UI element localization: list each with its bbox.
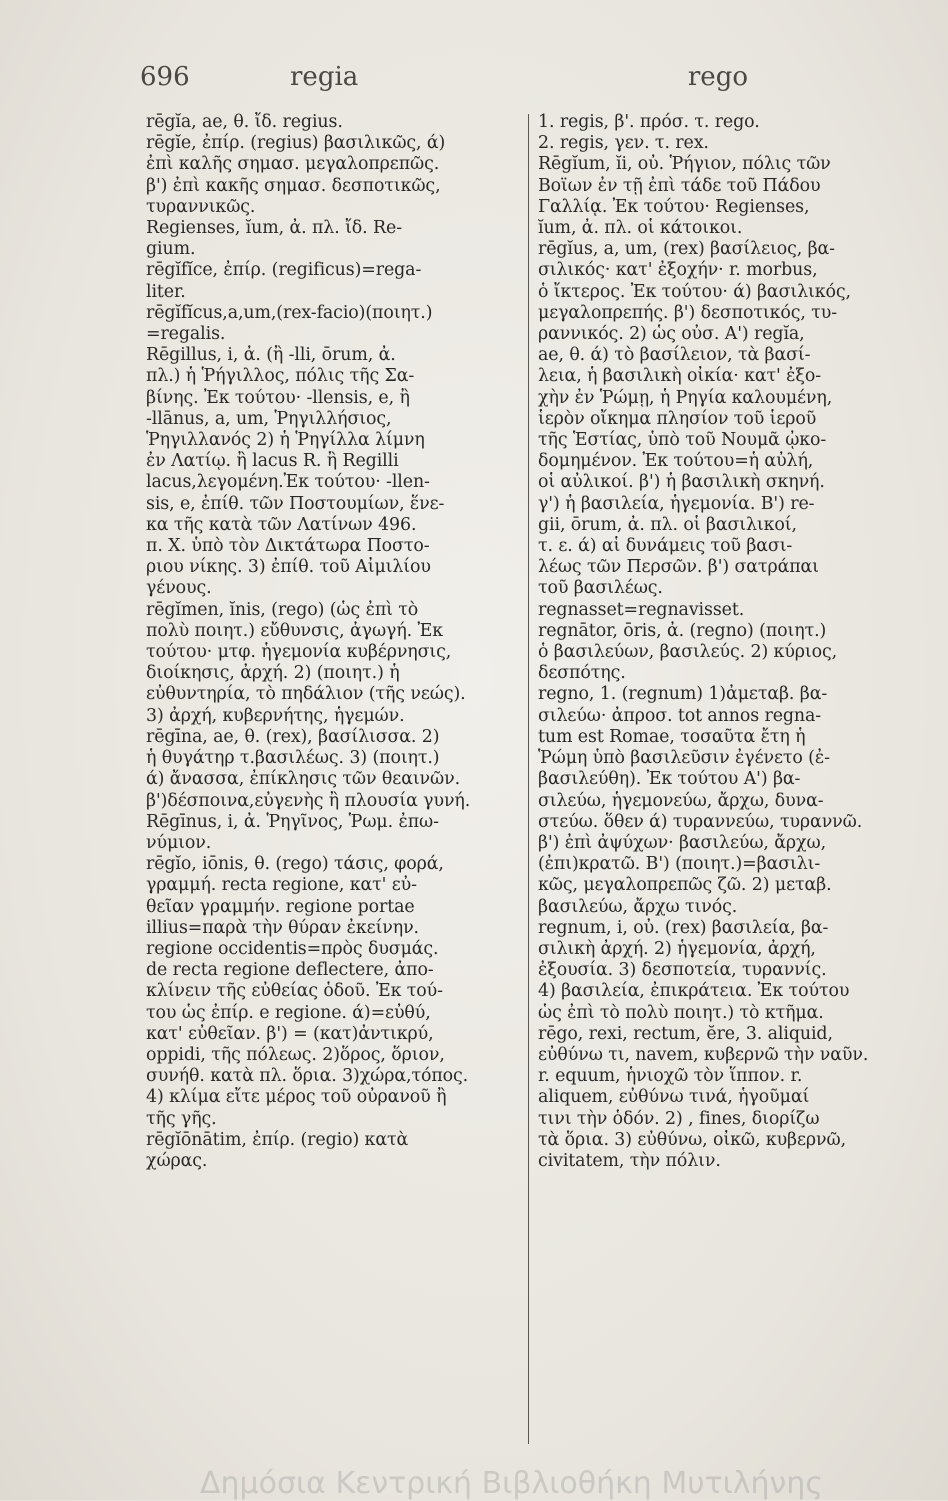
left-column-line: του ὡς ἐπίρ. e regione. ά)=εὐθύ,: [146, 1002, 431, 1023]
left-column-line: Rēgillus, i, ἀ. (ἢ -lli, ōrum, ἀ.: [146, 345, 396, 366]
left-column-line: τῆς γῆς.: [146, 1108, 217, 1129]
left-column-line: βίνης. Ἐκ τούτου· -llensis, e, ἢ: [146, 387, 410, 408]
right-column-line: οἱ αὐλικοί. β') ἡ βασιλικὴ σκηνή.: [538, 472, 825, 493]
right-column-line: δομημένον. Ἐκ τούτου=ἡ αὐλή,: [538, 451, 814, 472]
left-column-line: gium.: [146, 239, 196, 260]
right-column-line: Rēgĭum, ĭi, οὐ. Ῥήγιον, πόλις τῶν: [538, 154, 831, 175]
left-column-line: κατ' εὐθεῖαν. β') = (κατ)ἀντικρύ,: [146, 1023, 434, 1044]
right-column-line: λέως τῶν Περσῶν. β') σατράπαι: [538, 557, 819, 578]
right-column-line: r. equum, ἡνιοχῶ τὸν ἵππον. r.: [538, 1066, 803, 1087]
right-column-line: β') ἐπὶ ἀψύχων· βασιλεύω, ἄρχω,: [538, 832, 826, 853]
right-column-line: τ. ε. ά) αἱ δυνάμεις τοῦ βασι-: [538, 536, 793, 557]
left-column-line: rēgĭa, ae, θ. ἴδ. regius.: [146, 112, 343, 132]
right-column-line: βασιλεύω, ἄρχω τινός.: [538, 896, 738, 917]
left-column-line: rēgĭo, iōnis, θ. (rego) τάσις, φορά,: [146, 854, 444, 875]
left-column-line: νύμιον.: [146, 832, 212, 853]
right-column-line: tum est Romae, τοσαῦτα ἔτη ἡ: [538, 726, 806, 747]
left-column-line: Ῥηγιλλανός 2) ἡ Ῥηγίλλα λίμνη: [146, 430, 425, 451]
right-column-line: regno, 1. (regnum) 1)ἀμεταβ. βα-: [538, 684, 828, 705]
right-column-line: regnasset=regnavisset.: [538, 599, 745, 620]
right-column-line: ὁ ἴκτερος. Ἐκ τούτου· ά) βασιλικός,: [538, 281, 851, 302]
left-column-line: Regienses, ĭum, ἀ. πλ. ἴδ. Re-: [146, 218, 402, 239]
right-column-line: τῆς Ἑστίας, ὑπὸ τοῦ Νουμᾶ ᾠκο-: [538, 430, 827, 451]
left-column-line: rēgĭe, ἐπίρ. (regius) βασιλικῶς, ά): [146, 133, 446, 154]
left-column-line: de recta regione deflectere, ἀπο-: [146, 960, 434, 981]
left-column-line: πολὺ ποιητ.) εὔθυνσις, ἀγωγή. Ἐκ: [146, 620, 443, 641]
left-column-line: διοίκησις, ἀρχή. 2) (ποιητ.) ἡ: [146, 663, 400, 684]
left-column-line: τυραννικῶς.: [146, 196, 256, 217]
left-column-line: β')δέσποινα,εὐγενὴς ἢ πλουσία γυνή.: [146, 790, 471, 811]
right-column-line: ĭum, ἀ. πλ. οἱ κάτοικοι.: [538, 218, 743, 239]
left-column-line: rēgīna, ae, θ. (rex), βασίλισσα. 2): [146, 726, 440, 747]
right-column-line: ἐξουσία. 3) δεσποτεία, τυραννίς.: [538, 960, 827, 981]
left-column-line: regione occidentis=πρὸς δυσμάς.: [146, 938, 439, 959]
right-column-line: (ἐπι)κρατῶ. Β') (ποιητ.)=βασιλι-: [538, 854, 821, 875]
left-column-line: συνήθ. κατὰ πλ. ὅρια. 3)χώρα,τόπος.: [146, 1066, 469, 1087]
left-column-line: Rēgīnus, i, ἀ. Ῥηγῖνος, Ῥωμ. ἐπω-: [146, 811, 439, 832]
right-column-line: σιλεύω, ἡγεμονεύω, ἄρχω, δυνα-: [538, 790, 824, 811]
left-column-line: -llānus, a, um, Ῥηγιλλήσιος,: [146, 408, 392, 429]
left-column-line: oppidi, τῆς πόλεως. 2)ὅρος, ὅριον,: [146, 1044, 445, 1065]
right-column-line: rēgĭus, a, um, (rex) βασίλειος, βα-: [538, 239, 835, 260]
right-column-line: Βοΐων ἐν τῇ ἐπὶ τάδε τοῦ Πάδου: [538, 175, 821, 196]
left-column-line: liter.: [146, 281, 186, 302]
left-column-line: rēgĭōnātim, ἐπίρ. (regio) κατὰ: [146, 1129, 409, 1150]
left-column-line: ἐπὶ καλῆς σημασ. μεγαλοπρεπῶς.: [146, 154, 440, 175]
left-column-line: ἡ θυγάτηρ τ.βασιλέως. 3) (ποιητ.): [146, 748, 440, 769]
right-column-line: σιλικὴ ἀρχή. 2) ἡγεμονία, ἀρχή,: [538, 938, 816, 959]
right-column-line: ραννικός. 2) ὡς οὐσ. Α') regĭa,: [538, 324, 805, 345]
right-column-line: δεσπότης.: [538, 663, 626, 684]
left-column-line: κα τῆς κατὰ τῶν Λατίνων 496.: [146, 514, 417, 535]
left-column-line: rēgĭfĭce, ἐπίρ. (regificus)=rega-: [146, 260, 422, 281]
right-guide-word: rego: [687, 62, 748, 92]
right-column-line: τοῦ βασιλέως.: [538, 578, 663, 599]
right-column-line: Ῥώμη ὑπὸ βασιλεῦσιν ἐγένετο (ἐ-: [538, 748, 830, 769]
left-column-line: πλ.) ἡ Ῥήγιλλος, πόλις τῆς Σα-: [146, 366, 415, 387]
right-column-line: μεγαλοπρεπής. β') δεσποτικός, τυ-: [538, 302, 837, 323]
right-column-line: Γαλλίᾳ. Ἐκ τούτου· Regienses,: [538, 196, 810, 217]
left-column-line: =regalis.: [146, 324, 226, 345]
right-column-line: στεύω. ὅθεν ά) τυραννεύω, τυραννῶ.: [538, 811, 863, 832]
right-column-line: ὁ βασιλεύων, βασιλεύς. 2) κύριος,: [538, 642, 838, 663]
left-column-line: β') ἐπὶ κακῆς σημασ. δεσποτικῶς,: [146, 175, 441, 196]
left-column-line: χώρας.: [146, 1150, 208, 1171]
right-column-line: 2. regis, γεν. τ. rex.: [538, 133, 709, 154]
library-watermark: Δημόσια Κεντρική Βιβλιοθήκη Μυτιλήνης: [200, 1466, 823, 1501]
right-column-line: ὡς ἐπὶ τὸ πολὺ ποιητ.) τὸ κτῆμα.: [538, 1002, 824, 1023]
left-guide-word: regia: [290, 62, 359, 92]
left-column-line: illius=παρὰ τὴν θύραν ἐκείνην.: [146, 917, 419, 938]
left-column: [146, 112, 520, 1452]
left-column-line: π. Χ. ὑπὸ τὸν Δικτάτωρα Ποστο-: [146, 536, 430, 557]
right-column-line: 1. regis, β'. πρόσ. τ. rego.: [538, 112, 760, 132]
left-column-line: 3) ἀρχή, κυβερνήτης, ἡγεμών.: [146, 705, 405, 726]
right-column-line: γ') ἡ βασιλεία, ἡγεμονία. Β') re-: [538, 493, 815, 514]
right-column-line: βασιλεύθη). Ἐκ τούτου Α') βα-: [538, 769, 801, 790]
right-column-line: civitatem, τὴν πόλιν.: [538, 1150, 721, 1171]
left-column-line: γένους.: [146, 578, 212, 599]
left-column-line: lacus,λεγομένη.Ἐκ τούτου· -llen-: [146, 472, 430, 493]
left-column-line: κλίνειν τῆς εὐθείας ὁδοῦ. Ἐκ τού-: [146, 981, 443, 1002]
left-column-line: ριου νίκης. 3) ἐπίθ. τοῦ Αἰμιλίου: [146, 557, 431, 578]
left-column-line: εὐθυντηρία, τὸ πηδάλιον (τῆς νεώς).: [146, 684, 466, 705]
right-column-line: rēgo, rexi, rectum, ĕre, 3. aliquid,: [538, 1023, 833, 1044]
right-column-line: 4) βασιλεία, ἐπικράτεια. Ἐκ τούτου: [538, 981, 850, 1002]
left-column-line: sis, e, ἐπίθ. τῶν Ποστουμίων, ἕνε-: [146, 493, 445, 514]
left-column-line: γραμμή. recta regione, κατ' εὐ-: [146, 875, 417, 896]
right-column-line: σιλεύω· ἀπροσ. tot annos regna-: [538, 705, 822, 726]
left-column-line: rēgĭmen, ĭnis, (rego) (ὡς ἐπὶ τὸ: [146, 599, 419, 620]
right-column-line: ae, θ. ά) τὸ βασίλειον, τὰ βασί-: [538, 345, 811, 366]
left-column-line: 4) κλίμα εἴτε μέρος τοῦ οὐρανοῦ ἢ: [146, 1087, 447, 1108]
right-column-line: εὐθύνω τι, navem, κυβερνῶ τὴν ναῦν.: [538, 1044, 869, 1065]
right-column: [538, 112, 906, 1452]
left-column-line: ά) ἄνασσα, ἐπίκλησις τῶν θεαινῶν.: [146, 769, 461, 790]
right-column-line: regnum, i, οὐ. (rex) βασιλεία, βα-: [538, 917, 829, 938]
right-column-line: gii, ōrum, ἀ. πλ. οἱ βασιλικοί,: [538, 514, 797, 535]
right-column-line: χὴν ἐν Ῥώμῃ, ἡ Ρηγία καλουμένη,: [538, 387, 833, 408]
page-number: 696: [140, 62, 190, 92]
right-column-line: κῶς, μεγαλοπρεπῶς ζῶ. 2) μεταβ.: [538, 875, 832, 896]
right-column-line: regnātor, ōris, ἀ. (regno) (ποιητ.): [538, 620, 827, 641]
left-column-line: τούτου· μτφ. ἡγεμονία κυβέρνησις,: [146, 642, 452, 663]
column-divider: [528, 114, 529, 1444]
right-column-line: ἱερὸν οἴκημα πλησίον τοῦ ἱεροῦ: [538, 408, 817, 429]
right-column-line: λεια, ἡ βασιλικὴ οἰκία· κατ' ἐξο-: [538, 366, 822, 387]
left-column-line: θεῖαν γραμμήν. regione portae: [146, 896, 415, 917]
page-header: [140, 62, 748, 106]
right-column-line: τὰ ὅρια. 3) εὐθύνω, οἰκῶ, κυβερνῶ,: [538, 1129, 847, 1150]
right-column-line: aliquem, εὐθύνω τινά, ἡγοῦμαί: [538, 1087, 810, 1108]
right-column-line: σιλικός· κατ' ἐξοχήν· r. morbus,: [538, 260, 818, 281]
left-column-line: rēgĭfĭcus,a,um,(rex-facio)(ποιητ.): [146, 302, 433, 323]
right-column-line: τινι τὴν ὁδόν. 2) , fines, διορίζω: [538, 1108, 820, 1129]
left-column-line: ἐν Λατίῳ. ἢ lacus R. ἢ Regilli: [146, 451, 399, 472]
